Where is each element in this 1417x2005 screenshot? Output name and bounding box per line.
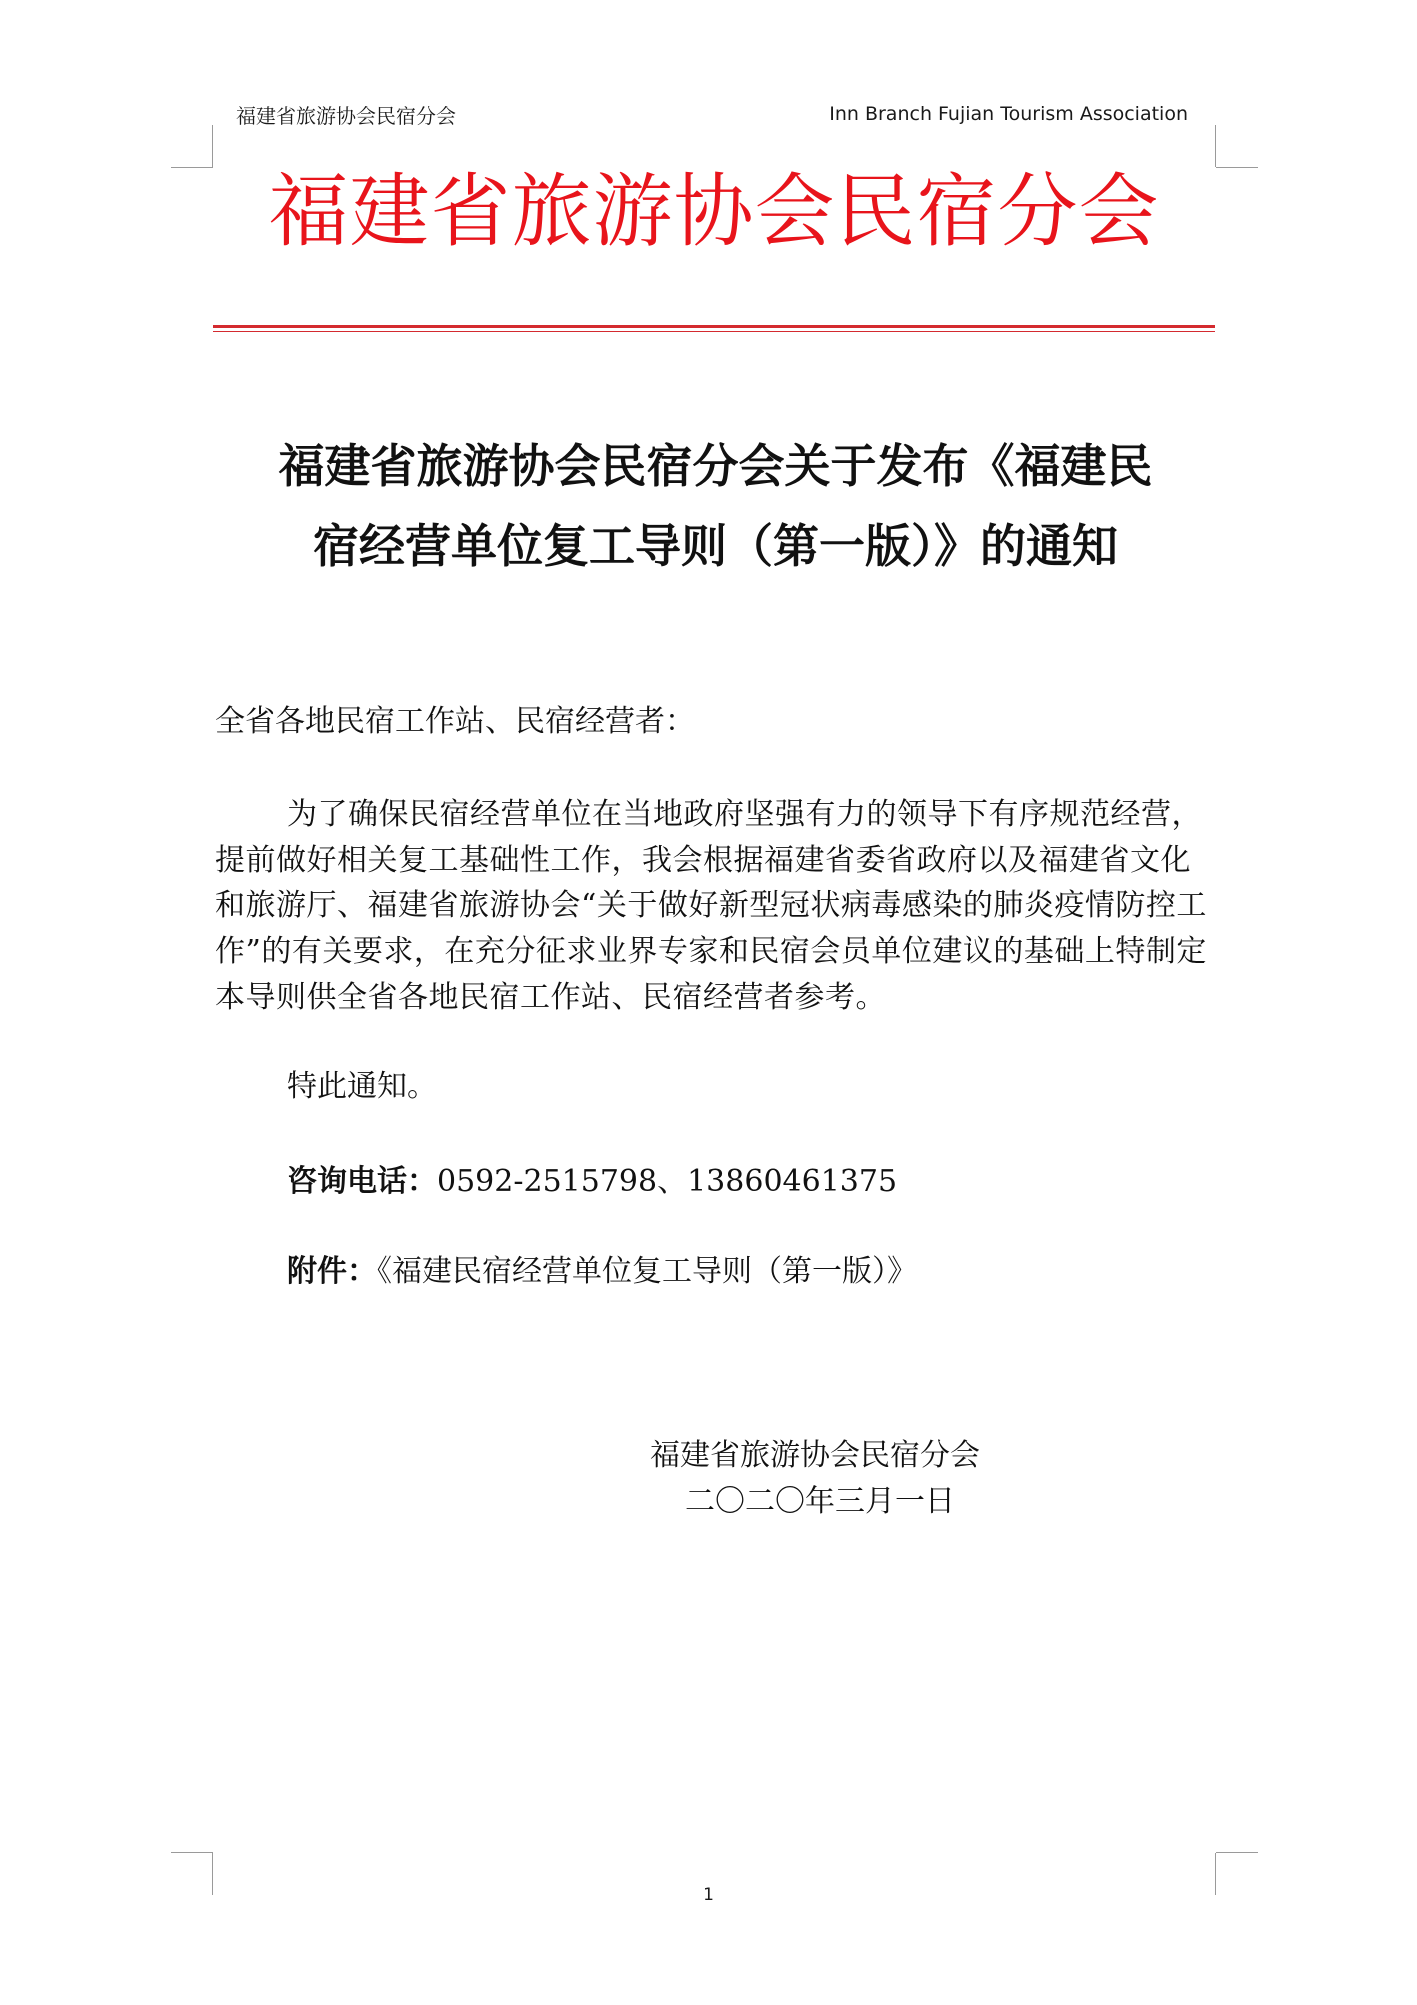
- attachment-label: 附件：: [287, 1254, 377, 1289]
- signature-organization: 福建省旅游协会民宿分会: [650, 1438, 980, 1473]
- attachment-title: 《福建民宿经营单位复工导则（第一版）》: [377, 1254, 917, 1289]
- body-paragraph: 为了确保民宿经营单位在当地政府坚强有力的领导下有序规范经营，提前做好相关复工基础性工作，我会根据福建省委省政府以及福建省文化和旅游厅、福建省旅游协会“关于做好新型冠状病毒感染的肺炎疫情防控工作”的有关要求，在充分征求业界专家和民宿会员单位建议的基础上特制定本导则供全省各地民宿工作站、民宿经营者参考。: [215, 797, 1207, 1015]
- signature-date: 二〇二〇年三月一日: [685, 1484, 955, 1519]
- running-header-right: Inn Branch Fujian Tourism Association: [829, 103, 1188, 125]
- notice-closing: 特此通知。: [287, 1069, 437, 1104]
- crop-mark-bottom-left-horizontal: [171, 1852, 213, 1853]
- letterhead-rule-thin: [213, 331, 1215, 332]
- running-header-left: 福建省旅游协会民宿分会: [236, 104, 456, 128]
- letterhead-rule-thick: [213, 325, 1215, 328]
- contact-label: 咨询电话：: [287, 1164, 437, 1199]
- crop-mark-top-right-vertical: [1215, 125, 1216, 167]
- salutation: 全省各地民宿工作站、民宿经营者：: [215, 704, 695, 739]
- document-title: [213, 426, 1218, 586]
- contact-line: [287, 1160, 897, 1204]
- contact-phone-numbers: 0592-2515798、13860461375: [437, 1164, 898, 1199]
- crop-mark-bottom-right-horizontal: [1216, 1852, 1258, 1853]
- red-letterhead: 福建省旅游协会民宿分会: [268, 165, 1160, 258]
- attachment-line: [287, 1250, 917, 1294]
- crop-mark-top-left-horizontal: [171, 167, 213, 168]
- page-number: 1: [703, 1885, 714, 1905]
- crop-mark-top-right-horizontal: [1216, 167, 1258, 168]
- title-line-2: 宿经营单位复工导则（第一版）》的通知: [313, 519, 1118, 573]
- crop-mark-top-left-vertical: [212, 125, 213, 167]
- title-line-1: 福建省旅游协会民宿分会关于发布《福建民: [278, 439, 1153, 493]
